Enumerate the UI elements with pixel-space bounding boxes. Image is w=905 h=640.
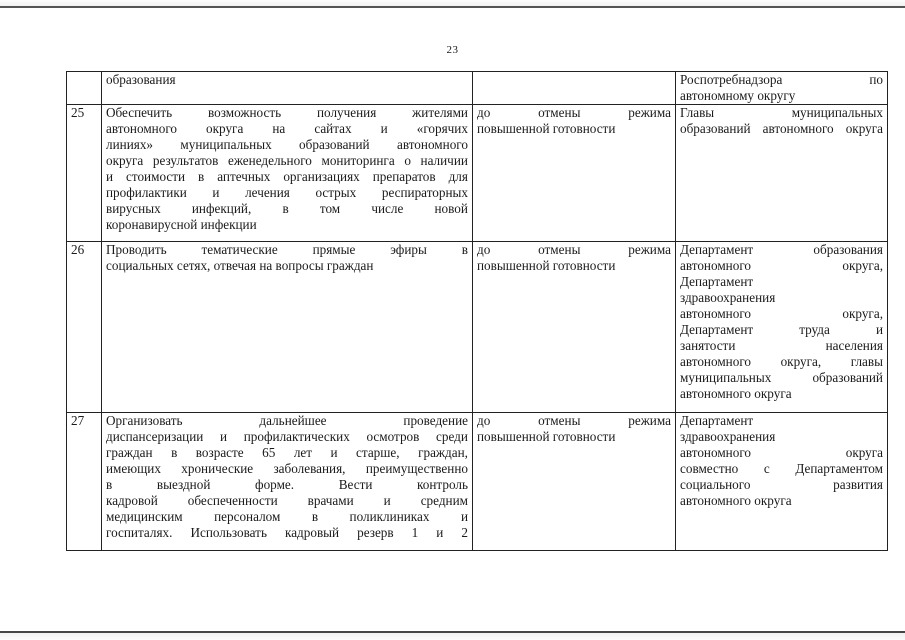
term-cell (473, 105, 676, 242)
measure-text-word: преимущественно (365, 461, 468, 476)
term-cell (473, 242, 676, 413)
measure-text-word: в (171, 445, 178, 460)
measure-text-word: возможность (208, 105, 282, 120)
responsible-text-line (680, 72, 883, 88)
row-number-cell (67, 105, 102, 242)
measure-text-line (106, 121, 468, 137)
page-number: 23 (446, 44, 459, 56)
term-text-word: отмены (538, 242, 581, 257)
measure-text-word: на (272, 121, 286, 136)
measure-text-word: среди (436, 429, 468, 444)
measure-text-word: медицинским (106, 509, 183, 524)
measure-text-word: округа (206, 121, 244, 136)
measure-text-word: Вести (338, 477, 373, 492)
measure-text-word: хронические (181, 461, 254, 476)
measure-text-word: возрасте (195, 445, 244, 460)
measure-text-line (106, 493, 468, 509)
responsible-text-word: округа, (842, 306, 883, 321)
measure-text-word: получения (316, 105, 377, 120)
measure-text-word: в (282, 201, 289, 216)
term-text-line: повышенной готовности (477, 258, 616, 273)
measure-text-line (106, 525, 468, 541)
term-cell (473, 413, 676, 551)
measure-text-word: автономного (396, 137, 468, 152)
measure-text-word: результатов (152, 153, 219, 168)
measure-text-word: новой (434, 201, 468, 216)
responsible-text-word: Департаментом (795, 461, 883, 476)
measure-text-word: жителями (412, 105, 468, 120)
measure-text-word: мониторинга (321, 153, 395, 168)
measure-text-line: образования (106, 72, 176, 87)
measure-text-word: госпиталях. (106, 525, 173, 540)
table-row (67, 72, 888, 105)
measure-text-word: контроль (417, 477, 468, 492)
measure-text-word: и (380, 121, 388, 136)
measure-text-line: социальных сетях, отвечая на вопросы граждан (106, 258, 374, 273)
measure-text-word: том (319, 201, 341, 216)
measure-text-word: Проводить (106, 242, 167, 257)
measure-text-cell (102, 413, 473, 551)
measure-text-line (106, 169, 468, 185)
responsible-text-word: образований (812, 370, 883, 385)
term-text-line (477, 105, 671, 121)
responsible-text-word: образований (680, 121, 751, 136)
responsible-text-word: автономного (680, 354, 752, 369)
measure-text-word: поликлиниках (349, 509, 430, 524)
measure-text-word: в (311, 509, 319, 524)
responsible-text-word: округа (845, 121, 883, 136)
term-text-line: повышенной готовности (477, 121, 616, 136)
responsible-text-word: муниципальных (680, 370, 772, 385)
measure-text-line (106, 105, 468, 121)
measure-text-word: еженедельного (228, 153, 312, 168)
measure-text-word: организациях (283, 169, 360, 184)
measure-text-line (106, 429, 468, 445)
responsible-text-line (680, 445, 883, 461)
measure-text-word: имеющих (106, 461, 161, 476)
term-text-word: до (477, 242, 491, 257)
responsible-text-word: с (763, 461, 770, 476)
measure-text-word: врачами (307, 493, 354, 508)
responsible-text-line (680, 258, 883, 274)
term-text-word: режима (628, 105, 671, 120)
measure-text-word: профилактики (106, 185, 187, 200)
term-text-word: до (477, 413, 491, 428)
measure-text-word: граждан (106, 445, 153, 460)
measure-text-line: коронавирусной инфекции (106, 217, 257, 232)
scan-edge-top (0, 0, 905, 8)
measure-text-cell (102, 242, 473, 413)
measure-text-line (106, 185, 468, 201)
measure-text-cell (102, 105, 473, 242)
table-row (67, 413, 888, 551)
responsible-text-line (680, 121, 883, 137)
measure-text-word: образований (299, 137, 370, 152)
measure-text-word: персоналом (214, 509, 281, 524)
measure-text-word: 65 (262, 445, 276, 460)
measure-text-word: и (212, 185, 220, 200)
measure-text-word: 1 (411, 525, 419, 540)
measure-text-line (106, 413, 468, 429)
measure-text-word: в (106, 477, 113, 492)
measure-text-word: острых (315, 185, 357, 200)
responsible-text-word: занятости (680, 338, 736, 353)
responsible-text-line: автономному округу (680, 88, 796, 103)
measure-text-line (106, 201, 468, 217)
table-row (67, 242, 888, 413)
term-text-line (477, 242, 671, 258)
responsible-cell (676, 105, 888, 242)
measure-text-word: округа (106, 153, 144, 168)
row-number: 27 (71, 413, 85, 428)
responsible-text-word: социального (680, 477, 751, 492)
responsible-cell (676, 72, 888, 105)
term-text-line (477, 413, 671, 429)
measure-text-cell (102, 72, 473, 105)
measure-text-word: лечения (245, 185, 290, 200)
measure-text-word: форме. (255, 477, 295, 492)
measure-text-word: эфиры (390, 242, 427, 257)
measure-text-word: профилактических (243, 429, 350, 444)
measure-text-word: кадровый (285, 525, 340, 540)
measure-text-word: аптечных (217, 169, 271, 184)
responsible-text-word: Департамент (680, 322, 754, 337)
responsible-cell (676, 413, 888, 551)
measure-text-word: лет (293, 445, 313, 460)
responsible-text-word: населения (825, 338, 883, 353)
responsible-text-word: Департамент (680, 242, 754, 257)
measure-text-word: дальнейшее (259, 413, 327, 428)
responsible-text-line (680, 477, 883, 493)
measure-text-word: диспансеризации (106, 429, 204, 444)
measure-text-word: и (436, 525, 444, 540)
measure-text-word: в (461, 242, 468, 257)
responsible-text-line (680, 105, 883, 121)
measure-text-word: наличии (420, 153, 468, 168)
responsible-cell (676, 242, 888, 413)
term-text-word: режима (628, 242, 671, 257)
measure-text-word: проведение (403, 413, 468, 428)
measure-text-word: Обеспечить (106, 105, 173, 120)
measure-text-word: и (383, 493, 391, 508)
row-number-cell (67, 72, 102, 105)
measure-text-word: обеспеченности (187, 493, 278, 508)
measure-text-word: и (330, 445, 338, 460)
responsible-text-line: Департамент (680, 274, 754, 289)
measure-text-word: и (106, 169, 114, 184)
measure-text-word: и (220, 429, 228, 444)
responsible-text-word: автономного (680, 258, 752, 273)
responsible-text-word: труда (799, 322, 830, 337)
term-text-word: отмены (538, 105, 581, 120)
row-number-cell (67, 242, 102, 413)
measure-text-word: муниципальных (180, 137, 272, 152)
measure-text-word: и (460, 509, 468, 524)
measure-text-line (106, 242, 468, 258)
responsible-text-line (680, 354, 883, 370)
responsible-text-word: образования (813, 242, 883, 257)
measure-text-word: тематические (201, 242, 278, 257)
measure-text-word: вирусных (106, 201, 161, 216)
measure-text-word: кадровой (106, 493, 158, 508)
responsible-text-word: округа, (780, 354, 822, 369)
measure-text-word: граждан, (418, 445, 468, 460)
term-text-word: режима (628, 413, 671, 428)
measure-text-word: автономного (106, 121, 178, 136)
measure-text-word: резерв (357, 525, 394, 540)
responsible-text-word: развития (833, 477, 883, 492)
scan-edge-bottom (0, 631, 905, 640)
measure-text-word: выездной (156, 477, 211, 492)
responsible-text-line (680, 338, 883, 354)
measure-text-word: заболевания, (273, 461, 346, 476)
responsible-text-line (680, 461, 883, 477)
responsible-text-word: муниципальных (791, 105, 883, 120)
responsible-text-word: округа (845, 445, 883, 460)
responsible-text-word: Роспотребнадзора (680, 72, 783, 87)
responsible-text-word: автономного (680, 445, 752, 460)
responsible-text-word: Главы (680, 105, 715, 120)
responsible-text-line (680, 322, 883, 338)
responsible-text-word: округа, (842, 258, 883, 273)
measure-text-word: Организовать (106, 413, 183, 428)
row-number-cell (67, 413, 102, 551)
responsible-text-line: здравоохранения (680, 290, 776, 305)
responsible-text-line: автономного округа (680, 386, 792, 401)
measure-text-word: прямые (312, 242, 356, 257)
row-number: 26 (71, 242, 85, 257)
responsible-text-word: и (875, 322, 883, 337)
measure-text-word: респираторных (381, 185, 468, 200)
measure-text-word: «горячих (416, 121, 468, 136)
measure-text-line (106, 153, 468, 169)
measure-text-word: для (448, 169, 468, 184)
responsible-text-word: по (869, 72, 883, 87)
term-cell (473, 72, 676, 105)
measure-text-word: числе (371, 201, 404, 216)
measure-text-word: 2 (461, 525, 468, 540)
measure-text-word: о (404, 153, 411, 168)
measure-text-line (106, 445, 468, 461)
responsible-text-line (680, 242, 883, 258)
measure-text-line (106, 461, 468, 477)
measure-text-word: в (198, 169, 205, 184)
measure-text-word: сайтах (314, 121, 352, 136)
responsible-text-word: автономного (680, 306, 752, 321)
term-text-word: отмены (538, 413, 581, 428)
responsible-text-line: автономного округа (680, 493, 792, 508)
row-number: 25 (71, 105, 85, 120)
measure-text-line (106, 509, 468, 525)
responsible-text-line (680, 306, 883, 322)
term-text-line: повышенной готовности (477, 429, 616, 444)
measures-table (66, 71, 888, 551)
measure-text-word: Использовать (190, 525, 267, 540)
measure-text-word: средним (420, 493, 468, 508)
measure-text-word: препаратов (372, 169, 436, 184)
table-row (67, 105, 888, 242)
responsible-text-line: Департамент (680, 413, 754, 428)
responsible-text-word: автономного (762, 121, 834, 136)
measure-text-word: стоимости (126, 169, 186, 184)
term-text-word: до (477, 105, 491, 120)
responsible-text-word: совместно (680, 461, 739, 476)
measure-text-line (106, 137, 468, 153)
responsible-text-line: здравоохранения (680, 429, 776, 444)
measure-text-word: осмотров (366, 429, 420, 444)
measure-text-word: инфекций, (191, 201, 252, 216)
responsible-text-line (680, 370, 883, 386)
measure-text-line (106, 477, 468, 493)
responsible-text-word: главы (850, 354, 883, 369)
measure-text-word: линиях» (106, 137, 154, 152)
measure-text-word: старше, (356, 445, 400, 460)
